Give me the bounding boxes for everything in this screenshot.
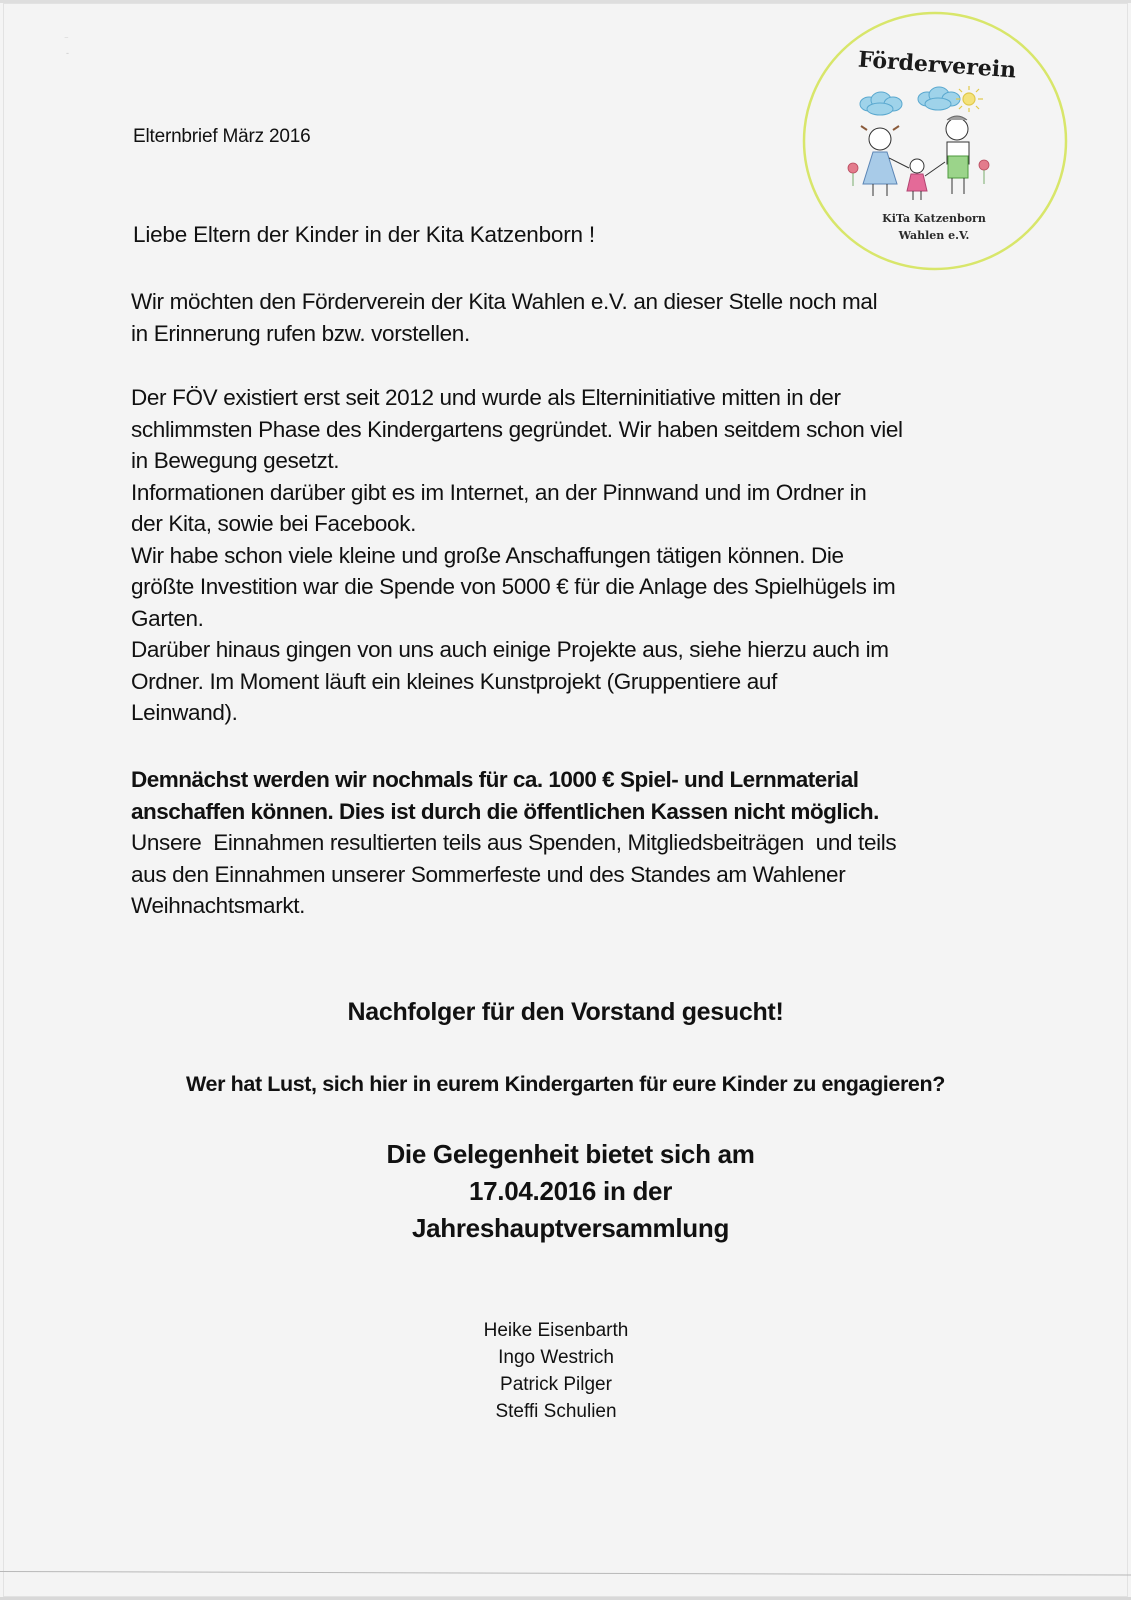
text-line: Darüber hinaus gingen von uns auch einige Projekte aus, siehe hierzu auch im (131, 637, 889, 662)
bold-text-line: Demnächst werden wir nochmals für ca. 1000 € Spiel- und Lernmaterial (131, 767, 859, 792)
heading-board-successor: Nachfolger für den Vorstand gesucht! (347, 998, 784, 1026)
salutation: Liebe Eltern der Kinder in der Kita Katzenborn ! (133, 222, 595, 247)
text-line: der Kita, sowie bei Facebook. (131, 511, 417, 536)
call-to-action-question: Wer hat Lust, sich hier in eurem Kindergarten für eure Kinder zu engagieren? (186, 1072, 945, 1096)
text-line: Wir möchten den Förderverein der Kita Wahlen e.V. an dieser Stelle noch mal (131, 289, 878, 314)
event-announcement (5, 1136, 1131, 1247)
scan-artifact: ‐ (66, 48, 69, 58)
cloud-icon (860, 92, 902, 115)
text-line: größte Investition war die Spende von 5000 € für die Anlage des Spielhügels im (131, 574, 896, 599)
logo-title: Förderverein (857, 46, 1017, 84)
family-drawing-icon (861, 116, 969, 200)
text-line: Garten. (131, 605, 204, 631)
logo-line1: KiTa Katzenborn (882, 212, 986, 225)
text-line: Der FÖV existiert erst seit 2012 und wurde als Elterninitiative mitten in der (131, 385, 841, 410)
text-line: aus den Einnahmen unserer Sommerfeste und des Standes am Wahlener (131, 861, 846, 887)
paragraph-plans (131, 764, 896, 922)
text-line: Ordner. Im Moment läuft ein kleines Kunstprojekt (Gruppentiere auf (131, 668, 777, 694)
event-date-line: 17.04.2016 in der (468, 1176, 673, 1206)
text-line: in Erinnerung rufen bzw. vorstellen. (131, 320, 470, 346)
paragraph-history (131, 382, 903, 729)
signature-name: Patrick Pilger (500, 1374, 612, 1395)
letter-date-line: Elternbrief März 2016 (133, 126, 311, 147)
foerderverein-logo (797, 6, 1072, 276)
event-line: Jahreshauptversammlung (411, 1213, 730, 1243)
scan-fold-line (0, 1571, 1131, 1576)
text-line: Informationen darüber gibt es im Internet, an der Pinnwand und im Ordner in (131, 479, 867, 505)
text-line: in Bewegung gesetzt. (131, 448, 340, 473)
scan-top-edge (0, 0, 1131, 3)
paragraph-intro (131, 286, 877, 349)
event-line: Die Gelegenheit bietet sich am (386, 1139, 755, 1169)
signature-name: Heike Eisenbarth (483, 1320, 629, 1341)
bold-text-line: anschaffen können. Dies ist durch die öffentlichen Kassen nicht möglich. (131, 798, 879, 824)
signature-name: Steffi Schulien (495, 1401, 617, 1422)
signature-name: Ingo Westrich (498, 1347, 614, 1368)
logo-line2: Wahlen e.V. (898, 229, 970, 242)
logo-graphic (797, 6, 1072, 276)
text-line: Leinwand). (131, 700, 238, 725)
signatures (456, 1317, 656, 1425)
text-line: Weihnachtsmarkt. (131, 893, 306, 918)
cloud-icon (918, 87, 960, 110)
text-line: schlimmsten Phase des Kindergartens gegründet. Wir haben seitdem schon viel (131, 416, 903, 442)
text-line: Wir habe schon viele kleine und große Anschaffungen tätigen können. Die (131, 542, 844, 568)
scan-artifact: ⁻ (64, 34, 69, 44)
text-line: Unsere Einnahmen resultierten teils aus Spenden, Mitgliedsbeiträgen und teils (131, 830, 897, 855)
